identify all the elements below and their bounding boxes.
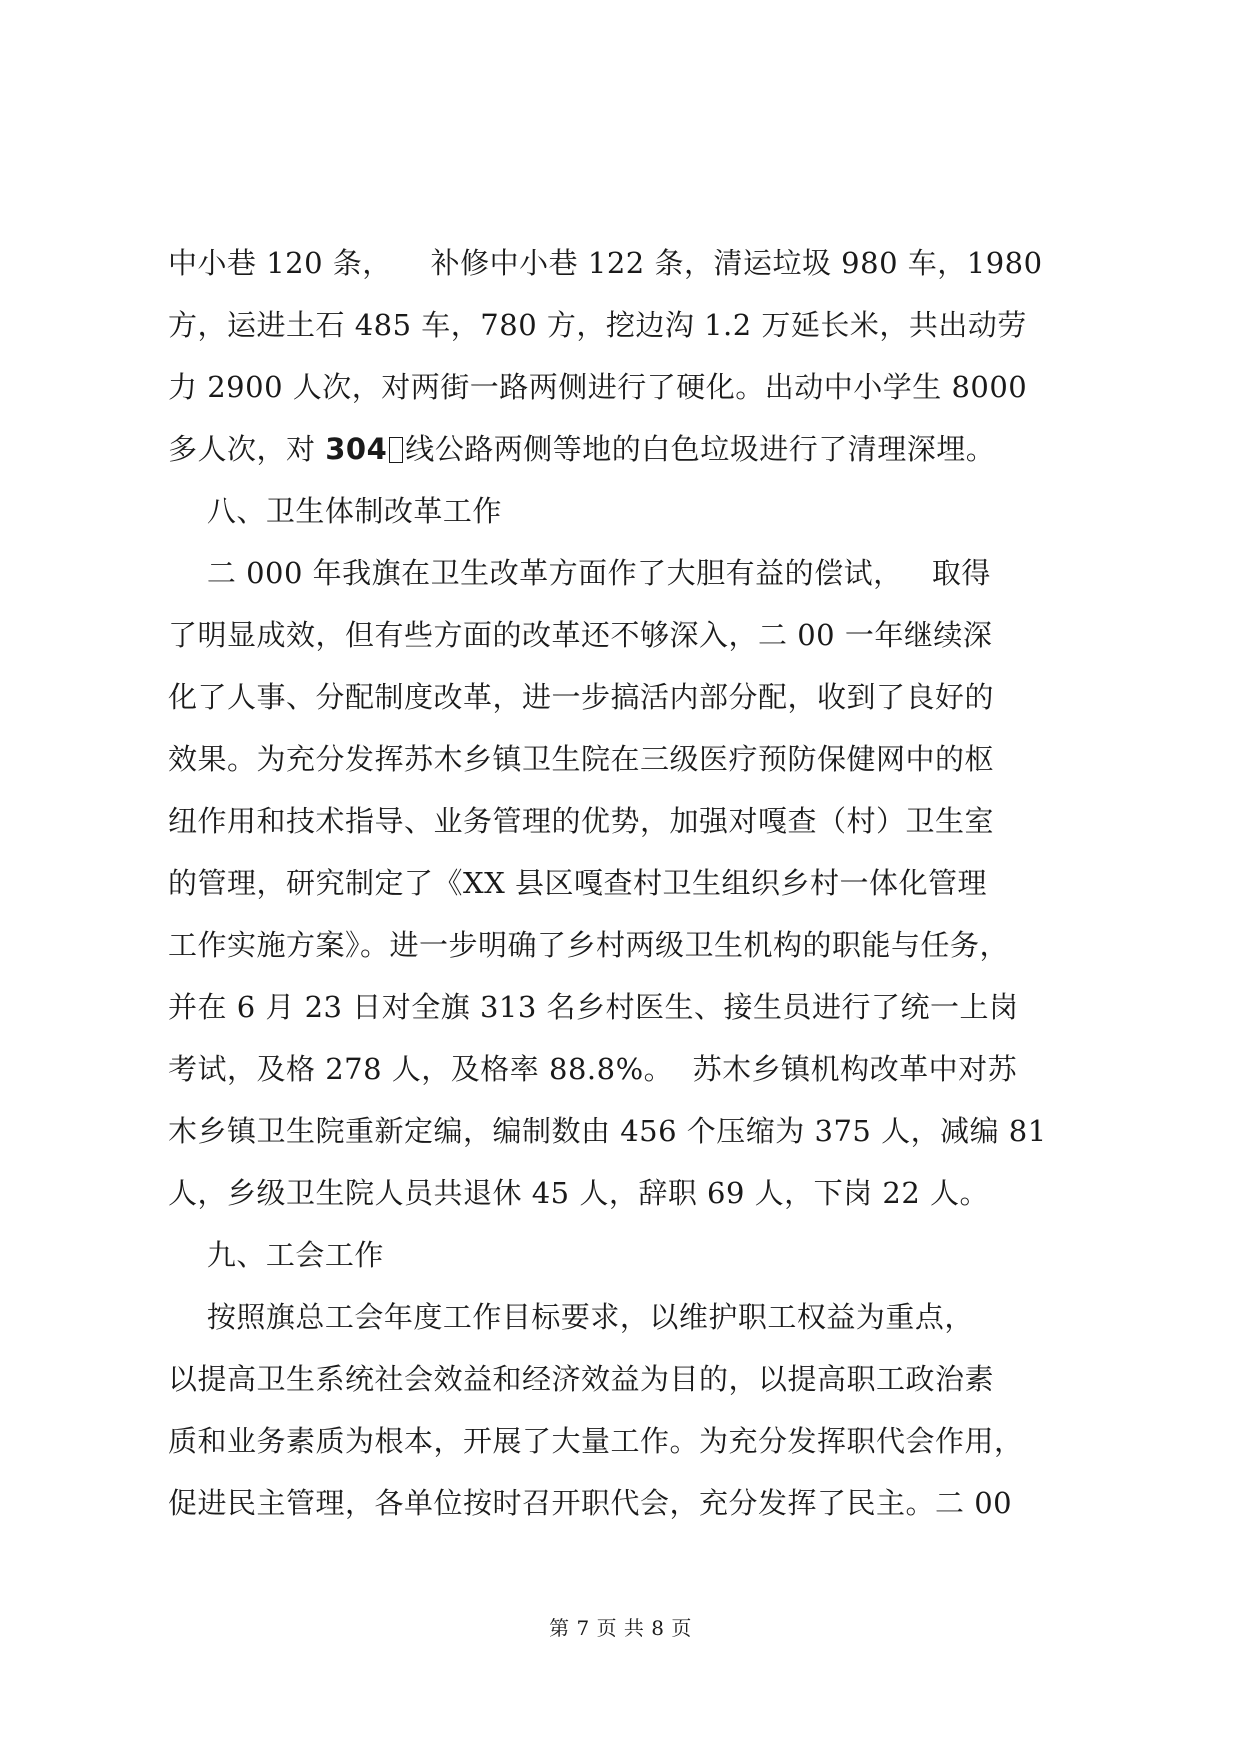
- text-line: 并在 6 月 23 日对全旗 313 名乡村医生、接生员进行了统一上岗: [168, 990, 1019, 1024]
- text-line-start: 多人次，对: [168, 432, 326, 466]
- text-line: 力 2900 人次，对两街一路两侧进行了硬化。出动中小学生 8000: [168, 370, 1028, 404]
- text-line: 人，乡级卫生院人员共退休 45 人，辞职 69 人，下岗 22 人。: [168, 1176, 990, 1210]
- text-line: 考试，及格 278 人，及格率 88.8%。 苏木乡镇机构改革中对苏: [168, 1052, 1018, 1086]
- text-line: 促进民主管理，各单位按时召开职代会，充分发挥了民主。二 00: [168, 1486, 1013, 1520]
- text-line: 二 000 年我旗在卫生改革方面作了大胆有益的偿试， 取得: [168, 556, 991, 590]
- text-line: [168, 418, 1083, 480]
- text-line: 方，运进土石 485 车，780 方，挖边沟 1.2 万延长米，共出动劳: [168, 308, 1027, 342]
- text-line: 纽作用和技术指导、业务管理的优势，加强对嘎查（村）卫生室: [168, 804, 995, 838]
- text-line: 的管理，研究制定了《XX 县区嘎查村卫生组织乡村一体化管理: [168, 866, 988, 900]
- text-line: 木乡镇卫生院重新定编，编制数由 456 个压缩为 375 人，减编 81: [168, 1114, 1047, 1148]
- text-line: 工作实施方案》。进一步明确了乡村两级卫生机构的职能与任务，: [168, 928, 1010, 962]
- document-body: [168, 232, 1083, 1534]
- text-line: 化了人事、分配制度改革，进一步搞活内部分配，收到了良好的: [168, 680, 995, 714]
- text-line: 质和业务素质为根本，开展了大量工作。为充分发挥职代会作用，: [168, 1424, 1024, 1458]
- section-heading: 八、卫生体制改革工作: [168, 494, 502, 528]
- text-line-end: 线公路两侧等地的白色垃圾进行了清理深埋。: [405, 432, 996, 466]
- section-heading: 九、工会工作: [168, 1238, 384, 1272]
- road-number: 304: [325, 432, 388, 466]
- missing-glyph-icon: [389, 437, 403, 463]
- text-line: 了明显成效，但有些方面的改革还不够深入，二 00 一年继续深: [168, 618, 993, 652]
- text-line: 效果。为充分发挥苏木乡镇卫生院在三级医疗预防保健网中的枢: [168, 742, 995, 776]
- text-line: 以提高卫生系统社会效益和经济效益为目的，以提高职工政治素: [168, 1362, 995, 1396]
- text-line: 按照旗总工会年度工作目标要求，以维护职工权益为重点，: [168, 1300, 974, 1334]
- text-line: 中小巷 120 条， 补修中小巷 122 条，清运垃圾 980 车，1980: [168, 246, 1043, 280]
- page-number-footer: 第 7 页 共 8 页: [549, 1616, 692, 1640]
